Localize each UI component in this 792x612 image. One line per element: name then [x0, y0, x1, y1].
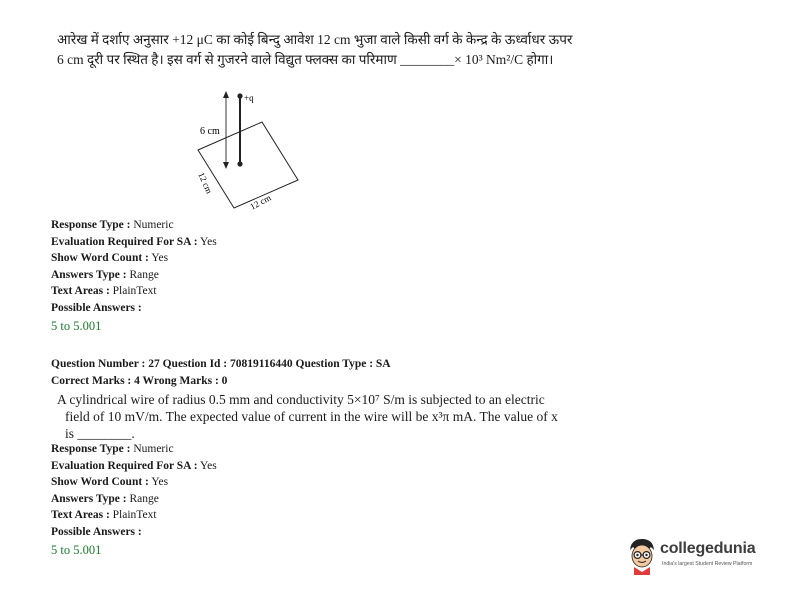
question-26-line-2: 6 cm दूरी पर स्थित है। इस वर्ग से गुजरने वाले विद्युत फ्लक्स का परिमाण ________× 10³ Nm²/C होगा। — [57, 52, 554, 67]
question-26-text — [57, 30, 587, 70]
charge-square-diagram — [180, 84, 320, 214]
diagram-svg — [180, 84, 320, 214]
charge-dot — [237, 93, 242, 98]
question-27-text — [57, 391, 597, 442]
side-label-bottom: 12 cm — [248, 192, 273, 212]
question-27-info: Question Number : 27 Question Id : 70819116440 Question Type : SA — [51, 358, 391, 370]
question-27-meta — [51, 441, 217, 559]
question-27-marks: Correct Marks : 4 Wrong Marks : 0 — [51, 374, 228, 387]
response-type-row: Response Type : Numeric — [51, 219, 174, 231]
side-label-left: 12 cm — [196, 170, 215, 196]
response-type-row: Response Type : Numeric — [51, 443, 174, 455]
charge-label: +q — [244, 93, 254, 103]
question-27-line-3: is ________. — [65, 426, 135, 441]
logo-name: collegedunia — [660, 540, 756, 557]
question-27-line-1: A cylindrical wire of radius 0.5 mm and conductivity 5×10⁷ S/m is subjected to an electric — [57, 392, 545, 407]
question-26-line-1: आरेख में दर्शाए अनुसार +12 μC का कोई बिन्दु आवेश 12 cm भुजा वाले किसी वर्ग के केन्द्र के ऊर्ध्वाधर ऊपर — [57, 32, 573, 47]
question-26-meta — [51, 217, 217, 335]
possible-answers-row: Possible Answers : — [51, 301, 142, 314]
question-27-line-2: field of 10 mV/m. The expected value of current in the wire will be x³π mA. The value of x — [65, 409, 558, 424]
question-27-header — [51, 356, 391, 389]
collegedunia-logo — [625, 536, 765, 576]
center-dot — [237, 161, 242, 166]
possible-answers-row: Possible Answers : — [51, 525, 142, 538]
arrow-up-icon — [223, 91, 229, 98]
answers-type-row: Answers Type : Range — [51, 268, 159, 281]
text-areas-row: Text Areas : PlainText — [51, 509, 157, 521]
word-count-row: Show Word Count : Yes — [51, 476, 169, 488]
possible-answers-value: 5 to 5.001 — [51, 543, 102, 557]
evaluation-row: Evaluation Required For SA : Yes — [51, 235, 217, 248]
possible-answers-value: 5 to 5.001 — [51, 319, 102, 333]
evaluation-row: Evaluation Required For SA : Yes — [51, 459, 217, 472]
text-areas-row: Text Areas : PlainText — [51, 285, 157, 297]
answers-type-row: Answers Type : Range — [51, 492, 159, 505]
logo-tagline: India's largest Student Review Platform — [662, 561, 753, 567]
arrow-down-icon — [223, 162, 229, 169]
word-count-row: Show Word Count : Yes — [51, 252, 169, 264]
height-label: 6 cm — [200, 126, 220, 137]
mascot-icon — [625, 536, 659, 576]
